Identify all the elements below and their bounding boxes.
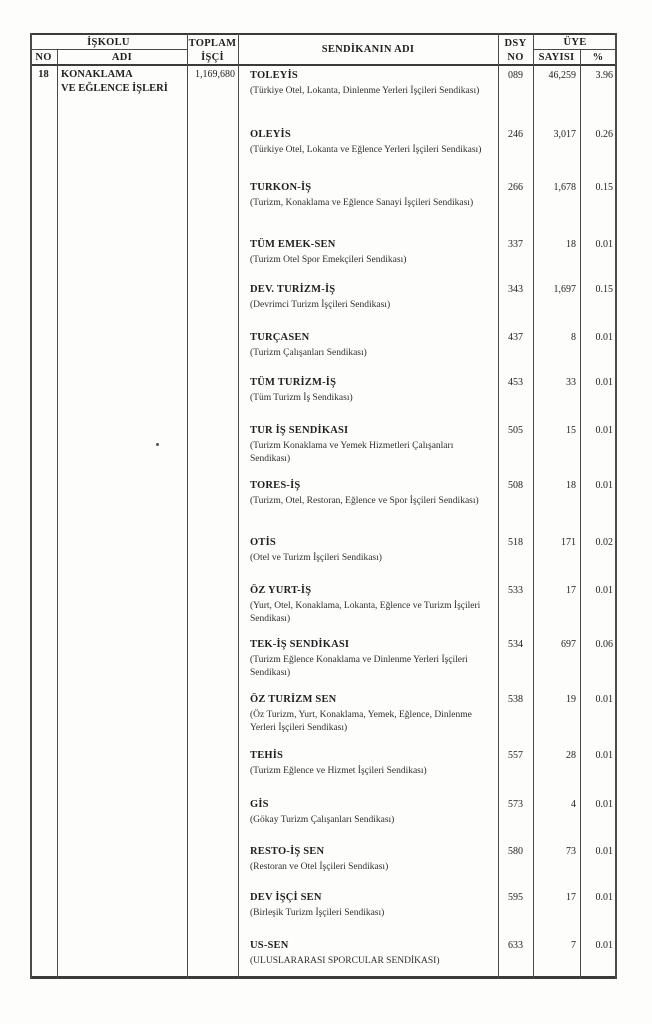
union-dsy-no: 508 <box>508 480 523 491</box>
union-member-percent: 0.01 <box>595 480 613 491</box>
union-member-percent: 0.02 <box>595 537 613 548</box>
union-name: TOLEYİS <box>250 70 298 81</box>
col-divider-adi-toplam <box>187 33 188 979</box>
union-text-block <box>250 844 492 874</box>
union-name: TÜM EMEK-SEN <box>250 239 336 250</box>
union-member-count: 697 <box>561 639 576 650</box>
union-member-percent: 0.01 <box>595 377 613 388</box>
union-text-block <box>250 938 492 968</box>
union-name: TUR İŞ SENDİKASI <box>250 425 349 436</box>
union-member-count: 8 <box>571 332 576 343</box>
union-member-percent: 0.01 <box>595 694 613 705</box>
union-description: (Türkiye Otel, Lokanta ve Eğlence Yerleri İşçileri Sendikası) <box>250 145 482 155</box>
union-text-block <box>250 423 492 466</box>
union-dsy-no: 337 <box>508 239 523 250</box>
union-text-block <box>250 583 492 626</box>
union-member-percent: 0.01 <box>595 332 613 343</box>
header-dsy-line2: NO <box>507 52 524 63</box>
union-text-block <box>250 748 492 778</box>
union-member-count: 4 <box>571 799 576 810</box>
union-dsy-no: 505 <box>508 425 523 436</box>
union-description: (Turizm Eğlence Konaklama ve Dinlenme Yerleri İşçileri Sendikası) <box>250 655 468 678</box>
union-member-percent: 0.01 <box>595 425 613 436</box>
union-text-block <box>250 180 492 210</box>
row-no: 18 <box>38 69 49 80</box>
union-dsy-no: 557 <box>508 750 523 761</box>
header-sendikanin-adi: SENDİKANIN ADI <box>321 44 415 55</box>
union-text-block <box>250 282 492 312</box>
union-member-count: 17 <box>566 892 576 903</box>
union-dsy-no: 573 <box>508 799 523 810</box>
union-dsy-no: 534 <box>508 639 523 650</box>
union-member-count: 171 <box>561 537 576 548</box>
union-member-percent: 0.06 <box>595 639 613 650</box>
union-text-block <box>250 237 492 267</box>
union-dsy-no: 089 <box>508 70 523 81</box>
union-member-count: 1,697 <box>553 284 576 295</box>
union-name: ÖZ YURT-İŞ <box>250 585 312 596</box>
union-name: TÜM TURİZM-İŞ <box>250 377 337 388</box>
union-name: TEK-İŞ SENDİKASI <box>250 639 350 650</box>
union-dsy-no: 533 <box>508 585 523 596</box>
union-member-count: 1,678 <box>553 182 576 193</box>
header-iskolu: İŞKOLU <box>87 37 130 48</box>
union-name: TURKON-İŞ <box>250 182 312 193</box>
union-member-percent: 0.01 <box>595 239 613 250</box>
union-member-percent: 0.01 <box>595 799 613 810</box>
union-member-count: 73 <box>566 846 576 857</box>
union-member-count: 3,017 <box>553 129 576 140</box>
union-description: (Türkiye Otel, Lokanta, Dinlenme Yerleri İşçileri Sendikası) <box>250 86 480 96</box>
union-description: (Yurt, Otel, Konaklama, Lokanta, Eğlence ve Turizm İşçileri Sendikası) <box>250 601 481 624</box>
union-description: (Otel ve Turizm İşçileri Sendikası) <box>250 553 382 563</box>
header-subdivider-uye <box>533 49 617 50</box>
union-text-block <box>250 478 492 508</box>
union-dsy-no: 518 <box>508 537 523 548</box>
table-bottom-border <box>30 976 617 979</box>
col-divider-dsy-sayisi <box>533 33 534 979</box>
union-description: (Gökay Turizm Çalışanları Sendikası) <box>250 815 395 825</box>
union-member-count: 33 <box>566 377 576 388</box>
union-member-percent: 3.96 <box>595 70 613 81</box>
union-dsy-no: 633 <box>508 940 523 951</box>
union-description: (Turizm, Otel, Restoran, Eğlence ve Spor İşçileri Sendikası) <box>250 496 479 506</box>
union-text-block <box>250 692 492 735</box>
row-iskolu-adi-line1: KONAKLAMA <box>61 69 133 80</box>
union-text-block <box>250 375 492 405</box>
union-dsy-no: 538 <box>508 694 523 705</box>
union-member-percent: 0.01 <box>595 846 613 857</box>
union-name: DEV İŞÇİ SEN <box>250 892 322 903</box>
ink-speck <box>156 443 159 446</box>
union-name: DEV. TURİZM-İŞ <box>250 284 336 295</box>
union-text-block <box>250 68 492 98</box>
union-dsy-no: 580 <box>508 846 523 857</box>
row-toplam-isci: 1,169,680 <box>195 69 235 80</box>
row-iskolu-adi-line2: VE EĞLENCE İŞLERİ <box>61 83 168 94</box>
union-member-count: 46,259 <box>548 70 576 81</box>
union-description: (Turizm Eğlence ve Hizmet İşçileri Sendikası) <box>250 766 427 776</box>
union-dsy-no: 246 <box>508 129 523 140</box>
union-description: (ULUSLARARASI SPORCULAR SENDİKASI) <box>250 956 440 966</box>
union-dsy-no: 266 <box>508 182 523 193</box>
union-name: US-SEN <box>250 940 289 951</box>
header-bottom-border <box>30 64 617 66</box>
table-top-border <box>30 33 617 35</box>
union-text-block <box>250 127 492 157</box>
union-member-percent: 0.01 <box>595 585 613 596</box>
union-dsy-no: 343 <box>508 284 523 295</box>
union-dsy-no: 595 <box>508 892 523 903</box>
union-name: ÖZ TURİZM SEN <box>250 694 337 705</box>
union-dsy-no: 437 <box>508 332 523 343</box>
header-percent: % <box>592 52 604 63</box>
union-description: (Restoran ve Otel İşçileri Sendikası) <box>250 862 389 872</box>
union-dsy-no: 453 <box>508 377 523 388</box>
union-member-count: 15 <box>566 425 576 436</box>
union-member-percent: 0.26 <box>595 129 613 140</box>
union-name: OTİS <box>250 537 276 548</box>
union-name: OLEYİS <box>250 129 291 140</box>
header-no: NO <box>35 52 52 63</box>
table-right-border <box>615 33 617 979</box>
union-description: (Turizm Çalışanları Sendikası) <box>250 348 367 358</box>
union-description: (Turizm, Konaklama ve Eğlence Sanayi İşçileri Sendikası) <box>250 198 474 208</box>
union-text-block <box>250 797 492 827</box>
header-adi: ADI <box>111 52 133 63</box>
union-text-block <box>250 330 492 360</box>
union-name: RESTO-İŞ SEN <box>250 846 325 857</box>
union-member-percent: 0.01 <box>595 750 613 761</box>
table-left-border <box>30 33 32 979</box>
union-name: TURÇASEN <box>250 332 310 343</box>
union-member-count: 28 <box>566 750 576 761</box>
header-subdivider-iskolu <box>30 49 187 50</box>
union-member-count: 17 <box>566 585 576 596</box>
union-member-percent: 0.01 <box>595 940 613 951</box>
union-member-count: 7 <box>571 940 576 951</box>
union-text-block <box>250 535 492 565</box>
header-uye: ÜYE <box>563 37 587 48</box>
union-name: TEHİS <box>250 750 284 761</box>
union-member-count: 18 <box>566 480 576 491</box>
union-description: (Birleşik Turizm İşçileri Sendikası) <box>250 908 385 918</box>
union-member-percent: 0.15 <box>595 182 613 193</box>
union-description: (Turizm Otel Spor Emekçileri Sendikası) <box>250 255 407 265</box>
union-text-block <box>250 637 492 680</box>
col-divider-no-adi <box>57 49 58 979</box>
union-member-count: 19 <box>566 694 576 705</box>
union-description: (Devrimci Turizm İşçileri Sendikası) <box>250 300 391 310</box>
col-divider-sendika-dsy <box>498 33 499 979</box>
header-toplam-line1: TOPLAM <box>188 38 237 49</box>
header-toplam-line2: İŞÇİ <box>201 52 224 63</box>
header-sayisi: SAYISI <box>538 52 575 63</box>
header-dsy-line1: DSY <box>504 38 527 49</box>
union-name: TORES-İŞ <box>250 480 301 491</box>
union-name: GİS <box>250 799 269 810</box>
union-description: (Turizm Konaklama ve Yemek Hizmetleri Çalışanları Sendikası) <box>250 441 454 464</box>
union-text-block <box>250 890 492 920</box>
union-member-percent: 0.01 <box>595 892 613 903</box>
union-member-percent: 0.15 <box>595 284 613 295</box>
union-description: (Öz Turizm, Yurt, Konaklama, Yemek, Eğlence, Dinlenme Yerleri İşçileri Sendikası) <box>250 710 472 733</box>
union-description: (Tüm Turizm İş Sendikası) <box>250 393 353 403</box>
union-member-count: 18 <box>566 239 576 250</box>
col-divider-toplam-sendika <box>238 33 239 979</box>
union-statistics-table <box>30 33 617 979</box>
